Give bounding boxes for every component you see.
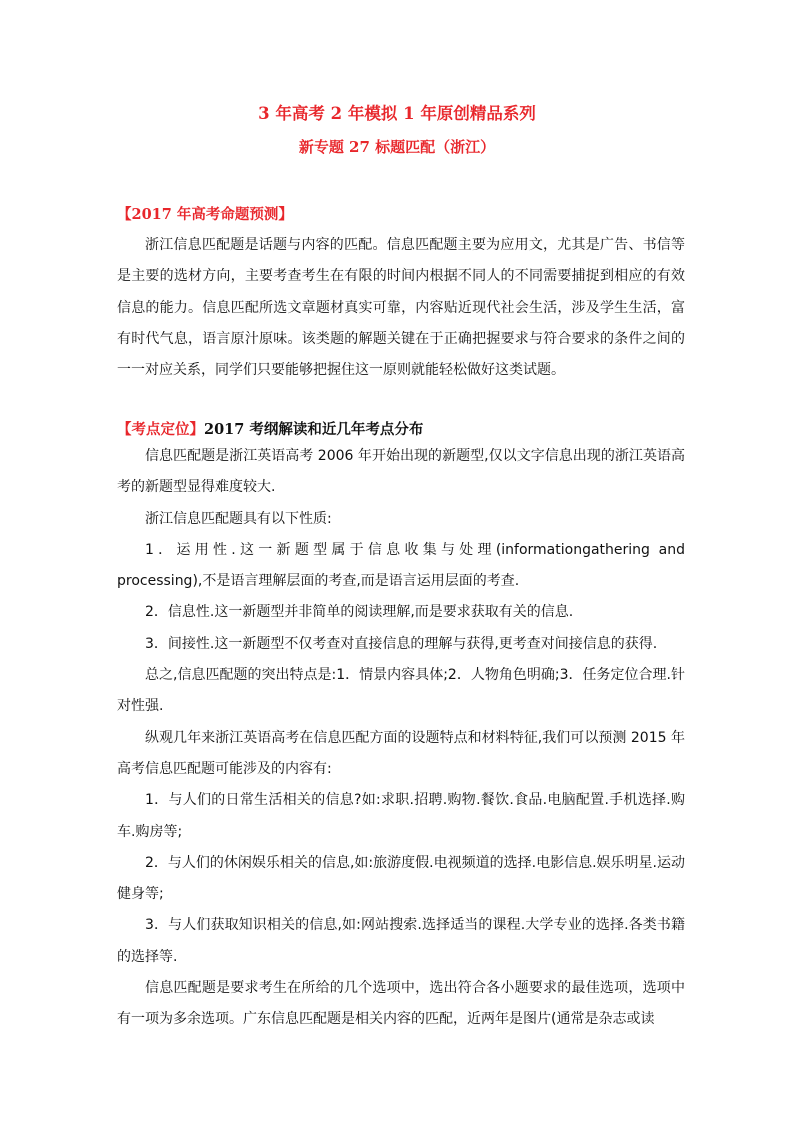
paragraph: 信息匹配题是要求考生在所给的几个选项中，选出符合各小题要求的最佳选项，选项中有一项为多余选项。广东信息匹配题是相关内容的匹配，近两年是图片(通常是杂志或读 xyxy=(117,980,685,1028)
paragraph: 信息匹配题是浙江英语高考 2006 年开始出现的新题型,仅以文字信息出现的浙江英语高考的新题型显得难度较大. xyxy=(117,448,685,496)
paragraph: 2．信息性.这一新题型并非简单的阅读理解,而是要求获取有关的信息. xyxy=(145,604,574,621)
section-heading-syllabus xyxy=(117,418,423,439)
section-heading-syllabus-rest: 2017 考纲解读和近几年考点分布 xyxy=(204,421,424,438)
document-title: 3 年高考 2 年模拟 1 年原创精品系列 xyxy=(258,104,536,123)
syllabus-paragraph-block xyxy=(117,441,685,1036)
forecast-paragraph-block xyxy=(117,230,685,386)
paragraph: 3．间接性.这一新题型不仅考查对直接信息的理解与获得,更考查对间接信息的获得. xyxy=(145,635,658,652)
section-heading-forecast-text: 【2017 年高考命题预测】 xyxy=(117,206,293,223)
paragraph: 2．与人们的休闲娱乐相关的信息,如:旅游度假.电视频道的选择.电影信息.娱乐明星.运动健身等; xyxy=(117,854,685,903)
section-heading-forecast xyxy=(117,203,293,224)
forecast-paragraph: 浙江信息匹配题是话题与内容的匹配。信息匹配题主要为应用文，尤其是广告、书信等是主要的选材方向，主要考查考生在有限的时间内根据不同人的不同需要捕捉到相应的有效信息的能力。信息匹配所选文章题材真实可靠，内容贴近现代社会生活，涉及学生生活，富有时代气息，语言原汁原味。该类题的解题关键在于正确把握要求与符合要求的条件之间的一一对应关系，同学们只要能够把握住这一原则就能轻松做好这类试题。 xyxy=(117,237,685,379)
section-heading-syllabus-bracket: 【考点定位】 xyxy=(117,421,204,438)
paragraph: 纵观几年来浙江英语高考在信息匹配方面的设题特点和材料特征,我们可以预测 2015 年高考信息匹配题可能涉及的内容有: xyxy=(117,729,685,777)
paragraph: 浙江信息匹配题具有以下性质: xyxy=(145,510,332,527)
paragraph: 总之,信息匹配题的突出特点是:1．情景内容具体;2．人物角色明确;3．任务定位合理.针对性强. xyxy=(117,667,685,715)
paragraph: 1．运用性.这一新题型属于信息收集与处理(informationgathering and processing),不是语言理解层面的考查,而是语言运用层面的考查. xyxy=(117,541,685,590)
document-subtitle: 新专题 27 标题匹配（浙江） xyxy=(298,138,496,156)
paragraph: 3．与人们获取知识相关的信息,如:网站搜索.选择适当的课程.大学专业的选择.各类书籍的选择等. xyxy=(117,917,685,965)
paragraph: 1．与人们的日常生活相关的信息?如:求职.招聘.购物.餐饮.食品.电脑配置.手机选择.购车.购房等; xyxy=(117,792,685,840)
